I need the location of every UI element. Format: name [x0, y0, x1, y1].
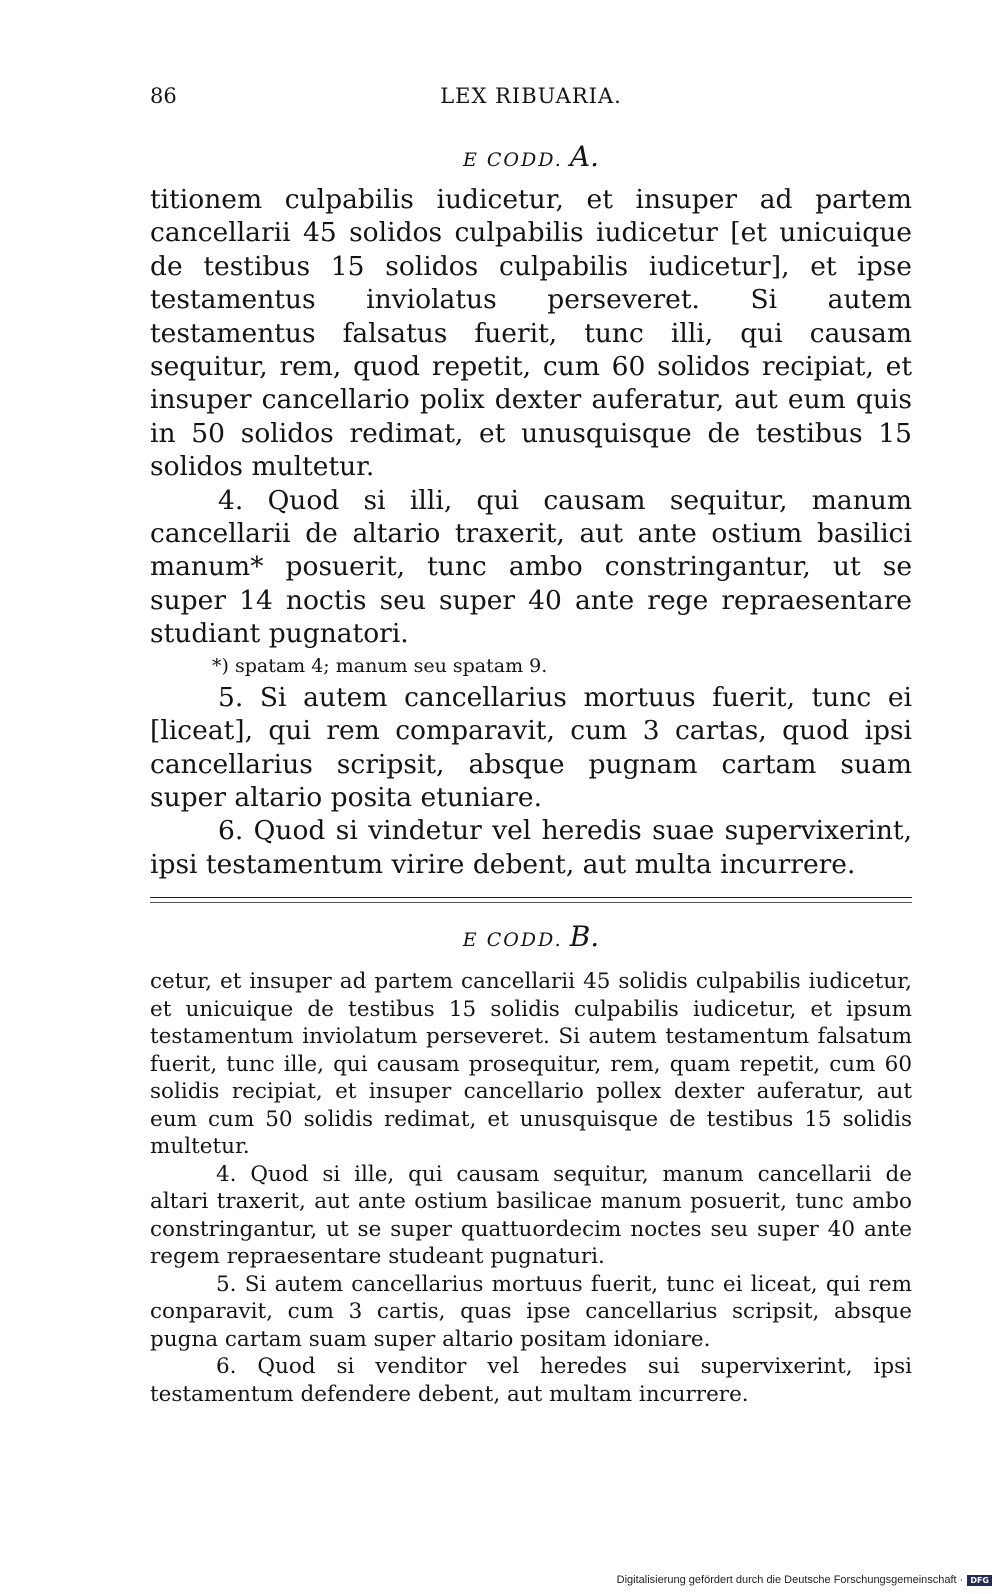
dfg-logo: DFG — [967, 1575, 992, 1586]
section-a-heading-prefix: E CODD. — [462, 149, 563, 171]
section-a-heading-letter: A. — [569, 140, 600, 173]
section-b-paragraph-4: 4. Quod si ille, qui causam sequitur, manum cancellarii de altari traxerit, aut ante ostium basilicae manum posuerit, tunc ambo constringantur, ut se super quattuordecim noctes seu super 40 ante regem repraesentare studeant pugnaturi. — [150, 1161, 912, 1269]
running-head — [150, 84, 912, 114]
section-divider — [150, 897, 912, 898]
section-a-paragraph-1: titionem culpabilis iudicetur, et insuper ad partem cancellarii 45 solidos culpabilis iudicetur [et unicuique de testibus 15 solidos culpabilis iudicetur], et ipse testamentus inviolatus perseveret. Si autem testamentus falsatus fuerit, tunc illi, qui causam sequitur, rem, quod repetit, cum 60 solidos recipiat, et insuper cancellario polix dexter auferatur, aut eum quis in 50 solidos redimat, et unusquisque de testibus 15 solidos multetur. — [150, 184, 912, 483]
page-number: 86 — [150, 84, 177, 108]
section-a-heading — [150, 140, 912, 173]
section-a-footnote: *) spatam 4; manum seu spatam 9. — [212, 654, 548, 677]
section-b-paragraph-1: cetur, et insuper ad partem cancellarii 45 solidis culpabilis iudicetur, et unicuique de testibus 15 solidis culpabilis iudicetur, et ipsum testamentum inviolatum perseveret. Si autem testamentum falsatum fuerit, tunc ille, qui causam prosequitur, rem, quam repetit, cum 60 solidis recipiat, et insuper cancellario pollex dexter auferatur, aut eum cum 50 solidis redimat, et unusquisque de testibus 15 solidis multetur. — [150, 969, 912, 1159]
section-b-text — [150, 968, 912, 1408]
section-a-paragraph-5: 5. Si autem cancellarius mortuus fuerit, tunc ei [liceat], qui rem comparavit, cum 3 cartas, quod ipsi cancellarius scripsit, absque pugnam cartam suam super altario posita etuniare. — [150, 681, 912, 813]
section-a-text — [150, 183, 912, 881]
running-title: LEX RIBUARIA. — [440, 84, 622, 108]
credit-text: Digitalisierung gefördert durch die Deutsche Forschungsgemeinschaft · — [616, 1574, 964, 1586]
digitization-credit — [617, 1574, 992, 1586]
section-b-heading — [150, 920, 912, 953]
section-b-paragraph-5: 5. Si autem cancellarius mortuus fuerit, tunc ei liceat, qui rem conparavit, cum 3 cartis, quas ipse cancellarius scripsit, absque pugna cartam suam super altario positam idoniare. — [150, 1271, 912, 1352]
section-b-heading-letter: B. — [569, 920, 600, 953]
section-b-paragraph-6: 6. Quod si venditor vel heredes sui supervixerint, ipsi testamentum defendere debent, aut multam incurrere. — [150, 1354, 912, 1407]
section-divider-thin — [150, 902, 912, 903]
section-a-paragraph-4: 4. Quod si illi, qui causam sequitur, manum cancellarii de altario traxerit, aut ante ostium basilici manum* posuerit, tunc ambo constringantur, ut se super 14 noctis seu super 40 ante rege repraesentare studiant pugnatori. — [150, 484, 912, 650]
section-b-heading-prefix: E CODD. — [462, 929, 563, 951]
section-a-paragraph-6: 6. Quod si vindetur vel heredis suae supervixerint, ipsi testamentum virire debent, aut multa incurrere. — [150, 815, 912, 880]
